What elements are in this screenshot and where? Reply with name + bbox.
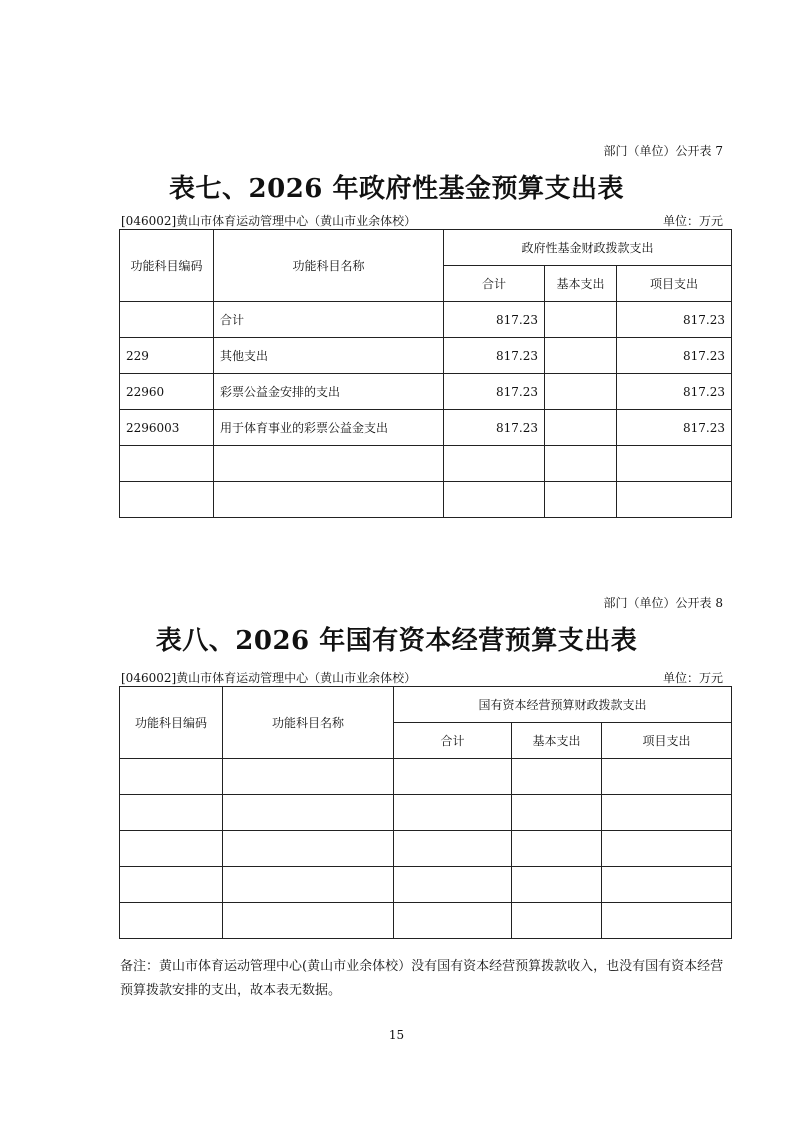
cell-total: 817.23 bbox=[444, 374, 545, 410]
cell-code: 22960 bbox=[120, 374, 214, 410]
cell-total bbox=[394, 903, 512, 939]
table7-title: 表七、2026 年政府性基金预算支出表 bbox=[169, 174, 624, 204]
cell-basic bbox=[545, 482, 617, 518]
table8-header-total: 合计 bbox=[394, 723, 512, 759]
cell-basic bbox=[512, 795, 602, 831]
cell-total bbox=[394, 759, 512, 795]
page-number: 15 bbox=[388, 1028, 405, 1042]
table7-header-basic: 基本支出 bbox=[545, 266, 617, 302]
cell-code bbox=[120, 831, 223, 867]
table8-header-basic: 基本支出 bbox=[512, 723, 602, 759]
table7-header-project: 项目支出 bbox=[617, 266, 732, 302]
cell-basic bbox=[545, 410, 617, 446]
cell-project bbox=[602, 903, 732, 939]
cell-name: 用于体育事业的彩票公益金支出 bbox=[214, 410, 444, 446]
cell-basic bbox=[512, 903, 602, 939]
cell-code: 229 bbox=[120, 338, 214, 374]
cell-name bbox=[223, 903, 394, 939]
cell-total bbox=[394, 831, 512, 867]
cell-name: 其他支出 bbox=[214, 338, 444, 374]
cell-code bbox=[120, 446, 214, 482]
table8-unit: 单位：万元 bbox=[662, 671, 723, 685]
table7-header-group: 政府性基金财政拨款支出 bbox=[444, 230, 732, 266]
table-row bbox=[120, 410, 732, 446]
cell-code: 2296003 bbox=[120, 410, 214, 446]
table-row bbox=[120, 374, 732, 410]
cell-code bbox=[120, 759, 223, 795]
table-row bbox=[120, 903, 732, 939]
cell-total bbox=[444, 482, 545, 518]
cell-basic bbox=[512, 867, 602, 903]
table-row bbox=[120, 831, 732, 867]
table7-header-name: 功能科目名称 bbox=[214, 230, 444, 302]
cell-project: 817.23 bbox=[617, 338, 732, 374]
cell-total: 817.23 bbox=[444, 410, 545, 446]
cell-basic bbox=[545, 446, 617, 482]
table8-header-project: 项目支出 bbox=[602, 723, 732, 759]
cell-total: 817.23 bbox=[444, 338, 545, 374]
cell-code bbox=[120, 867, 223, 903]
cell-name: 合计 bbox=[214, 302, 444, 338]
cell-project bbox=[617, 482, 732, 518]
table8-tag: 部门（单位）公开表 8 bbox=[603, 596, 723, 610]
table7-unit: 单位：万元 bbox=[662, 214, 723, 228]
table7-header-code: 功能科目编码 bbox=[120, 230, 214, 302]
cell-total: 817.23 bbox=[444, 302, 545, 338]
cell-project: 817.23 bbox=[617, 374, 732, 410]
table-row bbox=[120, 759, 732, 795]
cell-basic bbox=[545, 374, 617, 410]
table-row bbox=[120, 867, 732, 903]
cell-code bbox=[120, 903, 223, 939]
cell-name bbox=[214, 482, 444, 518]
cell-project bbox=[602, 759, 732, 795]
table8-note: 备注：黄山市体育运动管理中心(黄山市业余体校）没有国有资本经营预算拨款收入，也没有国有资本经营预算拨款安排的支出，故本表无数据。 bbox=[120, 959, 724, 998]
cell-basic bbox=[512, 759, 602, 795]
table8-header-group: 国有资本经营预算财政拨款支出 bbox=[394, 687, 732, 723]
cell-basic bbox=[545, 302, 617, 338]
cell-name bbox=[223, 759, 394, 795]
cell-basic bbox=[512, 831, 602, 867]
table7-header-total: 合计 bbox=[444, 266, 545, 302]
cell-name bbox=[223, 867, 394, 903]
cell-basic bbox=[545, 338, 617, 374]
cell-total bbox=[394, 867, 512, 903]
cell-code bbox=[120, 482, 214, 518]
table-row bbox=[120, 482, 732, 518]
table-row bbox=[120, 302, 732, 338]
cell-code bbox=[120, 302, 214, 338]
cell-total bbox=[444, 446, 545, 482]
cell-project: 817.23 bbox=[617, 410, 732, 446]
table8 bbox=[119, 686, 732, 939]
cell-total bbox=[394, 795, 512, 831]
cell-project bbox=[602, 795, 732, 831]
cell-project bbox=[617, 446, 732, 482]
table7 bbox=[119, 229, 732, 518]
table-row bbox=[120, 338, 732, 374]
table8-header-code: 功能科目编码 bbox=[120, 687, 223, 759]
table7-tag: 部门（单位）公开表 7 bbox=[603, 144, 723, 158]
cell-name bbox=[214, 446, 444, 482]
table-row bbox=[120, 795, 732, 831]
table8-org: [046002]黄山市体育运动管理中心（黄山市业余体校） bbox=[121, 671, 417, 685]
table-row bbox=[120, 446, 732, 482]
table8-header-name: 功能科目名称 bbox=[223, 687, 394, 759]
cell-code bbox=[120, 795, 223, 831]
cell-project: 817.23 bbox=[617, 302, 732, 338]
cell-project bbox=[602, 867, 732, 903]
cell-name: 彩票公益金安排的支出 bbox=[214, 374, 444, 410]
table7-org: [046002]黄山市体育运动管理中心（黄山市业余体校） bbox=[121, 214, 417, 228]
cell-project bbox=[602, 831, 732, 867]
cell-name bbox=[223, 831, 394, 867]
table8-title: 表八、2026 年国有资本经营预算支出表 bbox=[155, 626, 638, 656]
cell-name bbox=[223, 795, 394, 831]
